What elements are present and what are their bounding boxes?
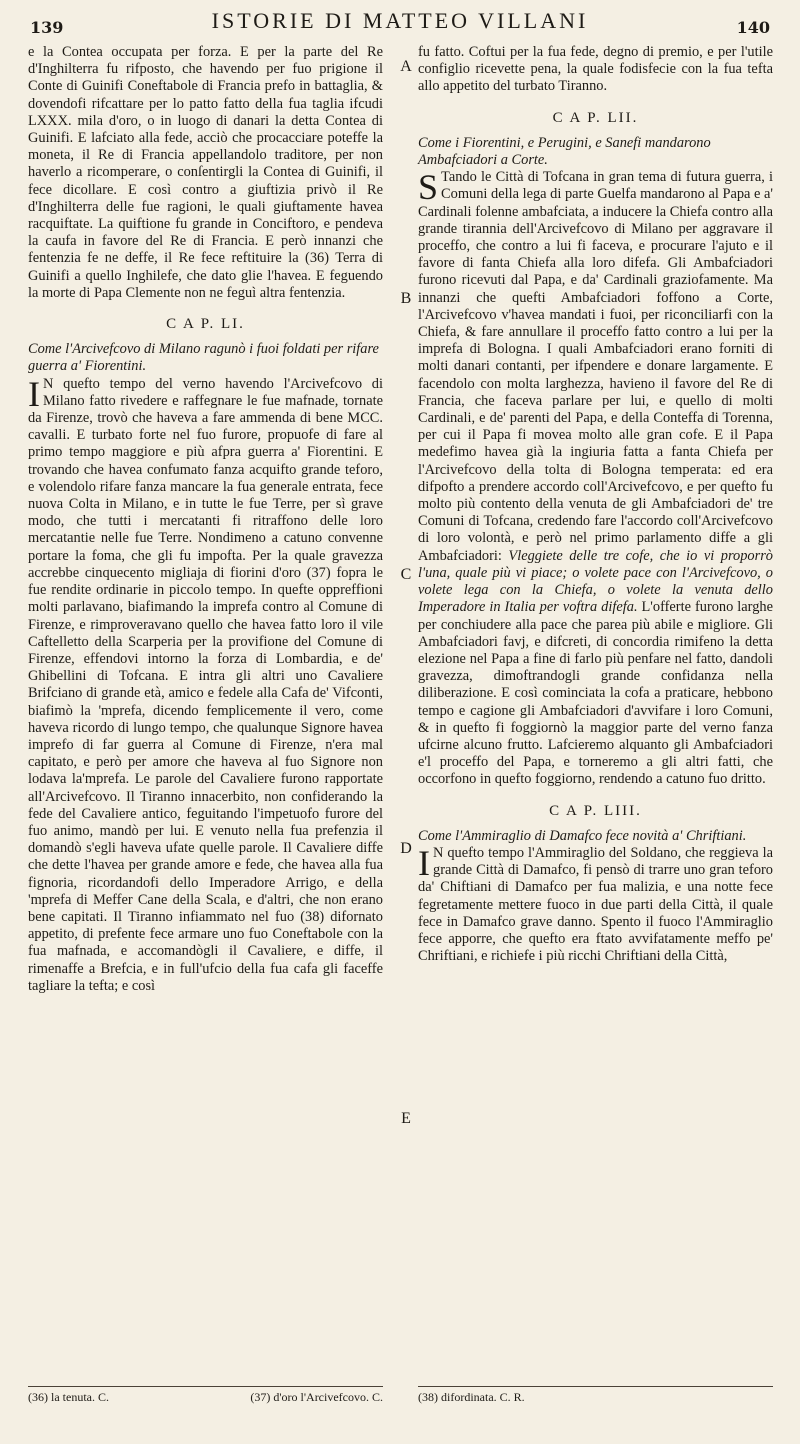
chapter-51-title: Come l'Arcivefcovo di Milano ragunò i fuoi foldati per rifare guerra a' Fiorentini. — [28, 341, 379, 375]
chapter-52-title: Come i Fiorentini, e Perugini, e Sanefi mandarono Ambafciadori a Corte. — [418, 134, 711, 169]
margin-letter-e: E — [401, 1110, 411, 1127]
footnote-37: (37) d'oro l'Arcivefcovo. C. — [250, 1390, 383, 1404]
footnotes-left — [28, 1386, 383, 1405]
margin-letter-b: B — [400, 290, 412, 307]
footnotes-right — [418, 1386, 773, 1405]
margin-letter-c: C — [400, 566, 412, 583]
left-paragraph-2-text: N quefto tempo del verno havendo l'Arcivefcovo di Milano fatto rivedere e raffegnare le fue mafnade, tornate da Firenze, trovò che haveva a fare ammenda di bene MCC. cavalli. E turbato forte nel fuo furore, propuofe di fare al primo tempo maggiore e più afpra guerra a' Fiorentini. E trovando che havea confumato fanza acquifto grande teforo, e volendolo rifare fanza mancare la fua generale entrata, fece nuova Colta in Milano, e in tutte le fue Terre, per sì grave modo, che tutti i mercatanti fi ritraffono delle loro mercatantie nelle fue Terre. Nondimeno a catuno convenne portare la foma, che gli fu impofta. Per la quale gravezza accrebbe cinquecento migliaja di fiorini d'oro (37) fopra le fue rendite ordinarie in piccolo tempo. In quefte oppreffioni molti parlavano, biafimando la imprefa contro al Comune di Firenze, e rimproveravano quello che havea fatto loro il vile Caftelletto della Scarperia per la provifione del Comune di Firenze, effendovi intorno la forza di Lombardia, e de' Ghibellini di Tofcana. E intra gli altri uno Cavaliere Brifciano di grande età, amico e fedele alla Cafa de' Vifconti, biafimò la 'mprefa, dicendo femplicemente il vero, come haveva ricordo di lungo tempo, che qualunque Signore havea imprefo di far guerra al Comune di Firenze, n'era mal capitato, e però per amore che haveva al fuo Signore non lodava la'mprefa. Le parole del Cavaliere furono rapportate all'Arcivefcovo. Il Tiranno innacerbito, non confiderando la fede del Cavaliere antico, feguitando l'impetuofo furore del fuo animo, mandò per lui. E venuto nella fua prefenzia il domandò s'egli haveva ufate quelle parole. Il Cavaliere diffe che dette l'havea per grande amore e fede, che havea alla fua fignoria, ricordandofi dello Imperadore Arrigo, e della 'mprefa di Meffer Cane della Scala, e d'altri, che non erano bene capitati. Il Tiranno infiammato nel fuo (38) difornato appetito, di prefente fece armare uno fuo Coneftabole con la fua mafnada, e accomandògli il Cavaliere, e diffe, il rimenaffe a Brefcia, e in full'ufcio della fua cafa gli faceffe tagliare la tefta; e così — [28, 375, 383, 994]
margin-letter-d: D — [400, 840, 412, 857]
left-column — [28, 44, 383, 995]
right-paragraph-2-start: Tando le Città di Tofcana in gran tema di futura guerra, i Comuni della lega di parte Guelfa mandarono al Papa e a' Cardinali folenne ambafciata, a inducere la Chiefa contro alla grande tirannia dell'Arcivefcovo di Milano per aggravare il proceffo, che contro a lui fi faceva, e procurare l'ajuto e il favore di fanta Chiefa alla loro difefa. Gli Ambafciadori furono ricevuti dal Papa, e da' Cardinali graziofamente. Ma innanzi che quefti Ambafciadori foffono a Corte, l'Arcivefcovo v'havea mandati i fuoi, per riconciliarfi con la Chiefa, & fare annullare il proceffo fatto contro a lui per la imprefa di Bologna. I quali Ambafciadori erano forniti di molti danari contanti, per ifpendere e donare largamente. E facendolo con molta larghezza, havieno il favore del Re di Francia, che faceva parlare per lui, e quello di molti Cardinali, e de' parenti del Papa, e della Conteffa di Torenna, per cui il Papa fi movea molto alle gran cofe. E il Papa medefimo havea già la ingiuria fatta a fanta Chiefa per l'Arcivefcovo della tolta di Bologna temperata: ed era difpofto a prendere accordo coll'Arcivefcovo, e per quefto fu molto più contento della venuta de gli Ambafciadori de' tre Comuni di Tofcana, credendo fare l'accordo coll'Arcivefcovo di loro volontà, e però nel primo parlamento diffe a gli Ambafciadori: — [418, 169, 773, 564]
footnote-38: (38) difordinata. C. R. — [418, 1390, 525, 1404]
left-paragraph-2 — [28, 373, 383, 995]
drop-cap: I — [418, 842, 430, 883]
right-paragraph-3-text: N quefto tempo l'Ammiraglio del Soldano, che reggieva la grande Città di Damafco, fi pensò di trarre uno gran teforo da' Chiftiani di Damafco per fua malizia, e una notte fece fegretamente mettere fuoco in due parti della Città, il quale fece in Damafco grave danno. Spento il fuoco l'Ammiraglio fece apporre, che quefto era ftato avvifatamente meffo pe' Chriftiani, e richiefe i più ricchi Chriftiani della Città, — [418, 844, 773, 965]
right-paragraph-2-end: L'offerte furono larghe per conchiudere alla pace che parea più abile e migliore. Gli Ambafciadori favj, e difcreti, di concordia rimifeno la detta elezione nel Papa a fine di farlo più penfare nel fatto, dandoli gravezza, dimoftrandogli grande confidanza nella diliberazione. E così cominciata la cofa a praticare, hebbono tempo e cagione gli Ambafciadori d'avvifare i loro Comuni, & in quefto fi foggiornò la maggior parte del verno fanza ufcirne alcuno frutto. Lafcieremo alquanto gli Ambafciadori e'l proceffo del Papa, e torneremo a gli altri fatti, che occorfono in quefto foggiorno, rendendo a catuno fuo dritto. — [418, 599, 773, 788]
chapter-52-label: C A P. LII. — [552, 109, 639, 126]
right-paragraph-3 — [418, 842, 773, 965]
chapter-53-title: Come l'Ammiraglio di Damafco fece novità a' Chriftiani. — [418, 827, 747, 844]
margin-letters — [396, 44, 416, 1364]
left-paragraph-1: e la Contea occupata per forza. E per la parte del Re d'Inghilterra fu rifposto, che havendo per fuo prigione il Conte di Guinifi Coneftabole di Francia prefo in battaglia, & dovendofi rifcattare per lo patto fatto della fua taglia ifcudi LXXX. mila d'oro, o in luogo di danari la detta Contea di Guinifi. E lafciato alla fede, acciò che procacciare poteffe la moneta, il Re di Francia appellandolo traditore, per non haverlo a ricomperare, o conſentirgli la Contea di Guinifi, il fece dicollare. E così contro a giuftizia privò il Re d'Inghilterra delle fue ragioni, le quali giuftamente havea racquiftate. La quiftione fu grande in Conciftoro, e pendeva la caufa in favore del Re di Francia. E però innanzi che fentenzia fe ne deffe, il Re fece reftituire la (36) Terra di Guinifi a quello Inghilefe, che dato glie l'havea. E feguendo la morte di Papa Clemente non ne feguì altra fentenzia. — [28, 44, 383, 301]
pope-speech: Vleggiete delle tre cofe, che io vi proporrò l'una, quale più vi piace; o volete pace con l'Arcivefcovo, o volete lega con la Chiefa, o volete la venuta dello Imperadore in Italia per voftra difefa. — [418, 547, 773, 616]
margin-letter-a: A — [400, 58, 412, 75]
right-paragraph-1: fu fatto. Coftui per la fua fede, degno di premio, e per l'utile configlio ricevette pena, la quale fodisfecie con la fua tefta allo appetito del turbato Tiranno. — [418, 44, 773, 95]
drop-cap: S — [418, 167, 439, 208]
chapter-53-label: C A P. LIII. — [549, 802, 642, 819]
page-number-left: 139 — [30, 18, 64, 37]
right-paragraph-2 — [418, 169, 773, 788]
right-column — [418, 44, 773, 965]
drop-cap: I — [28, 373, 40, 414]
chapter-51-label: C A P. LI. — [166, 316, 245, 333]
footnote-36: (36) la tenuta. C. — [28, 1390, 109, 1404]
page-header — [30, 8, 770, 40]
page-number-right: 140 — [736, 18, 770, 37]
running-title: ISTORIE DI MATTEO VILLANI — [211, 8, 589, 33]
